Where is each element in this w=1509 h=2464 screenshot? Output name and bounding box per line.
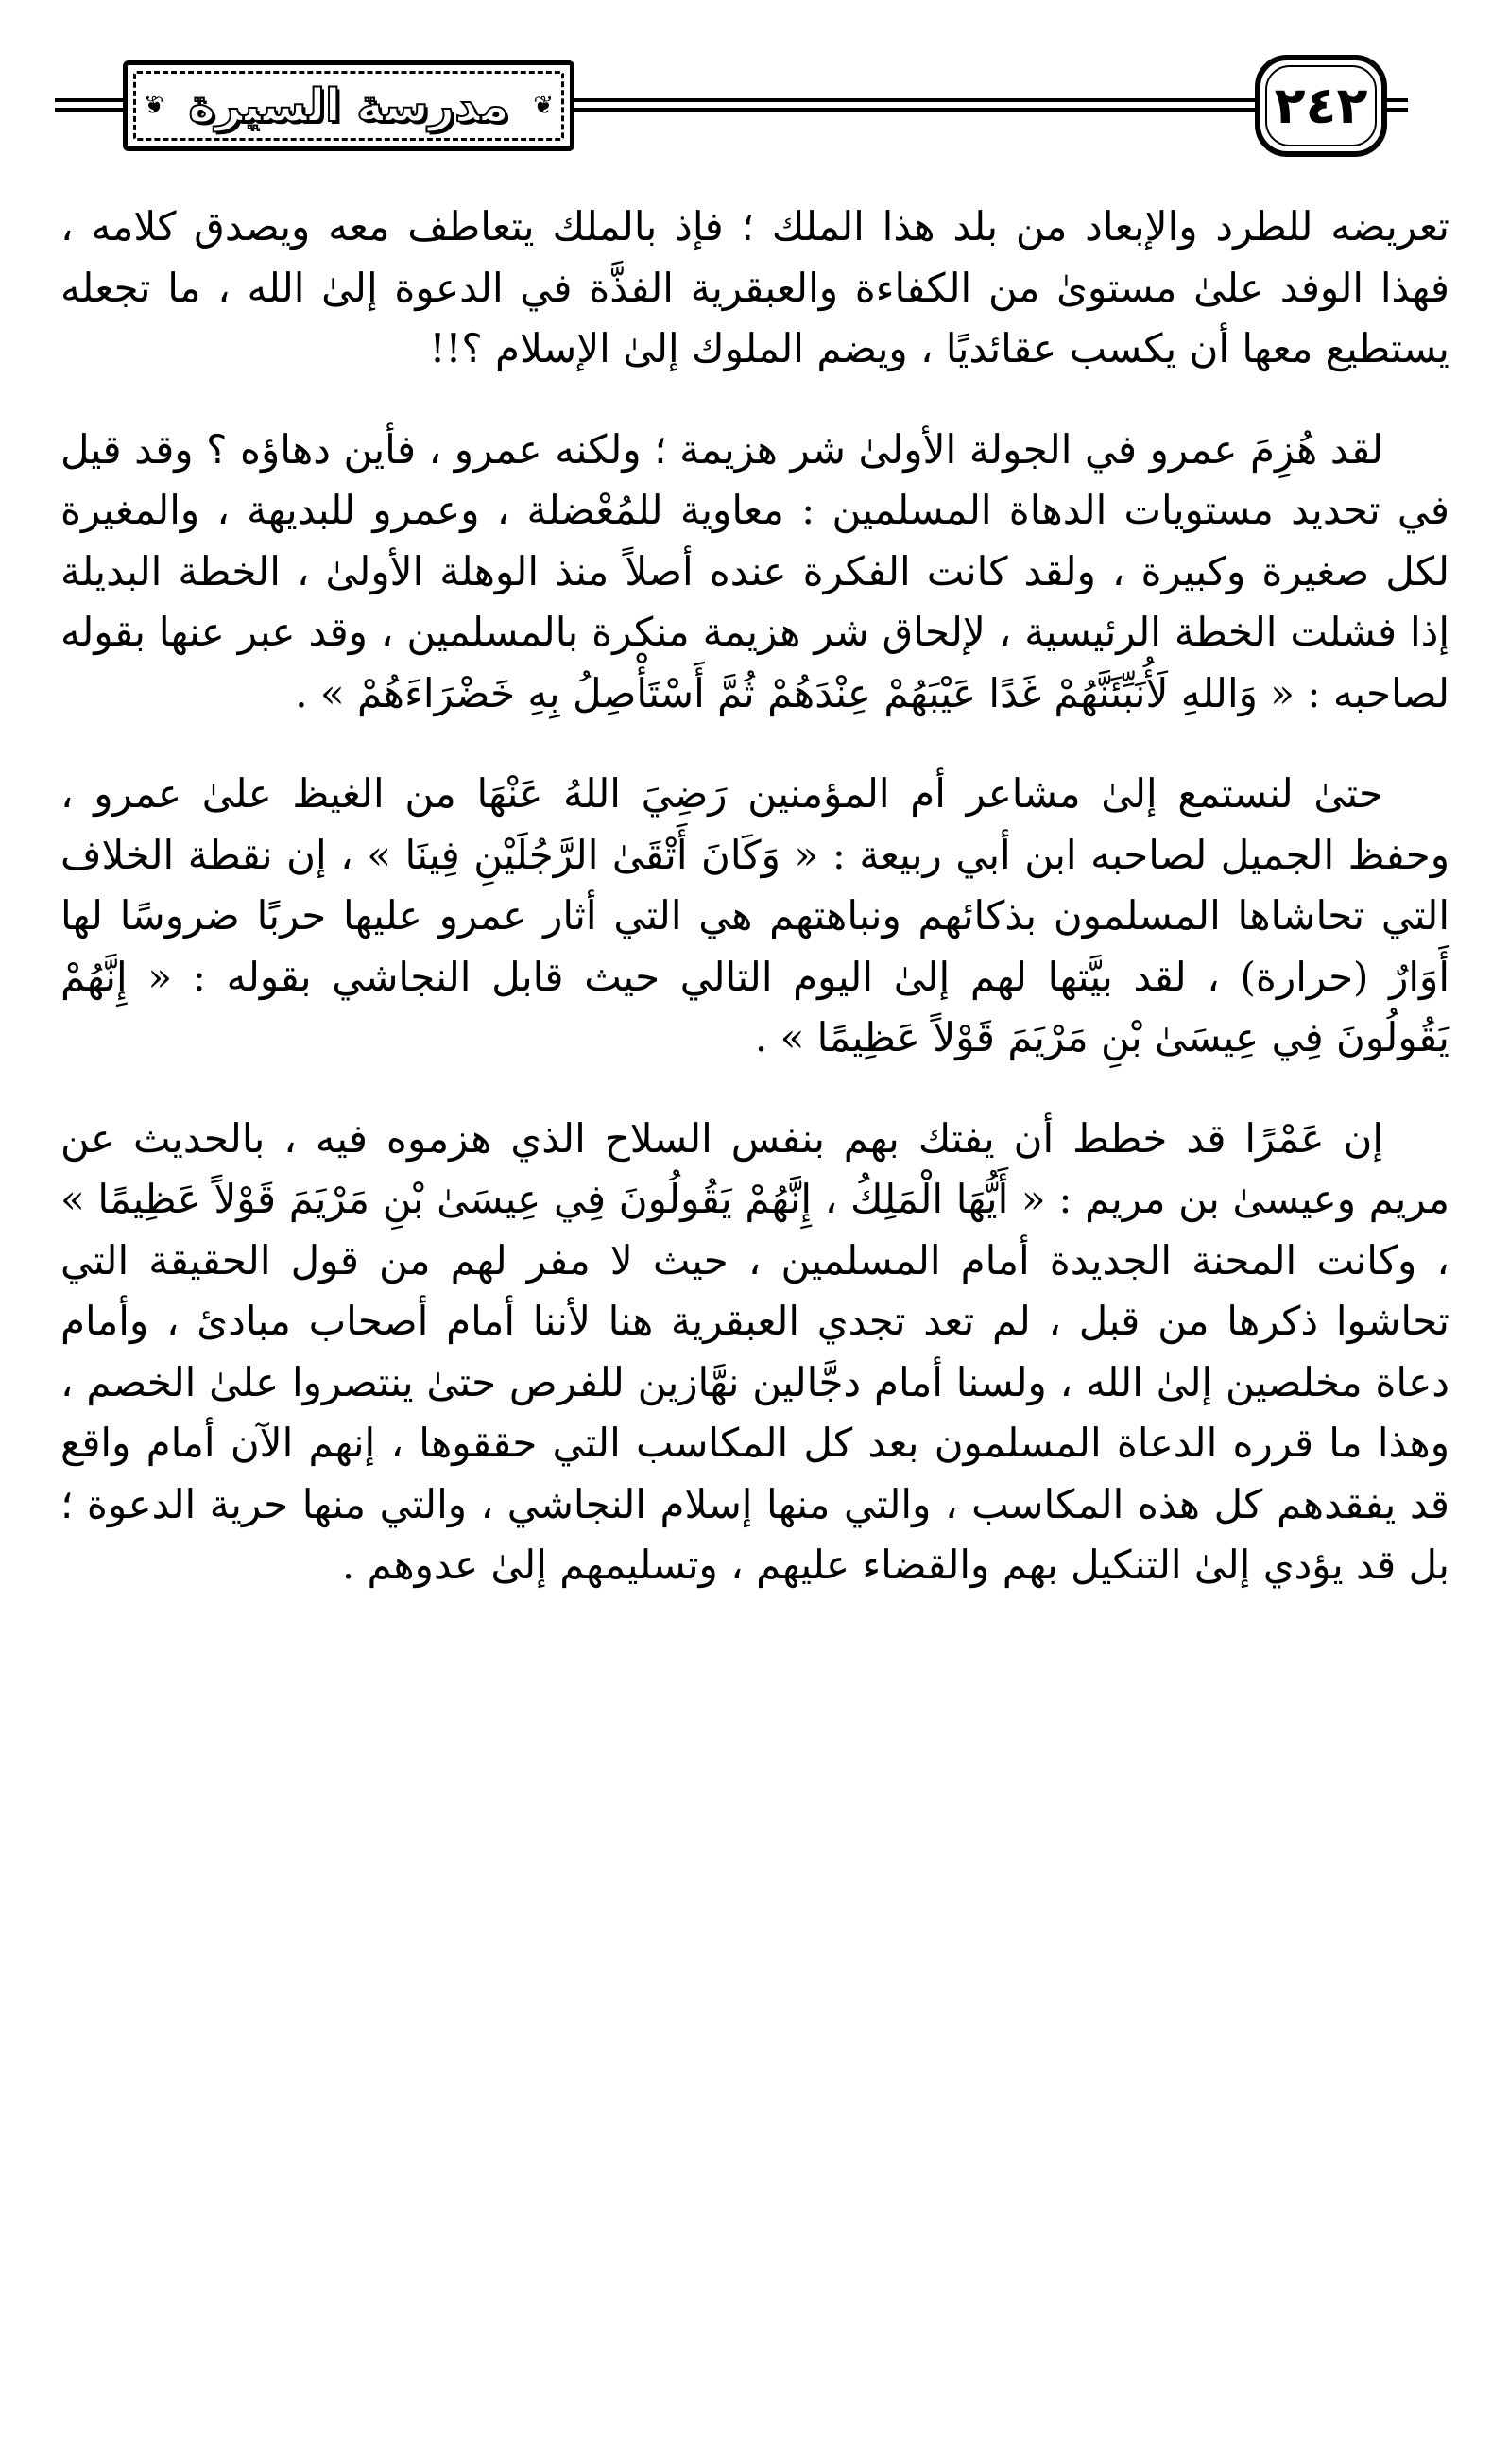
paragraph-3: حتىٰ لنستمع إلىٰ مشاعر أم المؤمنين رَضِيَ اللهُ عَنْهَا من الغيظ علىٰ عمرو ، وحفظ الجميل لصاحبه ابن أبي ربيعة : « وَكَانَ أَتْقَىٰ الرَّجُلَيْنِ فِينَا » ، إن نقطة الخلاف التي تحاشاها المسلمون بذكائهم ونباهتهم هي التي أثار عمرو عليها حربًا ضروسًا لها أَوَارٌ (حرارة) ، لقد بيَّتها لهم إلىٰ اليوم التالي حيث قابل النجاشي بقوله : « إِنَّهُمْ يَقُولُونَ فِي عِيسَىٰ بْنِ مَرْيَمَ قَوْلاً عَظِيمًا » . bbox=[60, 770, 1449, 1060]
paragraph-2: لقد هُزِمَ عمرو في الجولة الأولىٰ شر هزيمة ؛ ولكنه عمرو ، فأين دهاؤه ؟ وقد قيل في تحديد مستويات الدهاة المسلمين : معاوية للمُعْضلة ، وعمرو للبديهة ، والمغيرة لكل صغيرة وكبيرة ، ولقد كانت الفكرة عنده أصلاً منذ الوهلة الأولىٰ ، الخطة البديلة إذا فشلت الخطة الرئيسية ، لإلحاق شر هزيمة منكرة بالمسلمين ، وقد عبر عنها بقوله لصاحبه : « وَاللهِ لَأُنَبِّئَنَّهُمْ غَدًا عَيْبَهُمْ عِنْدَهُمْ ثُمَّ أَسْتَأْصِلُ بِهِ خَضْرَاءَهُمْ » . bbox=[60, 425, 1449, 716]
page-number: ٢٤٢ bbox=[1274, 76, 1368, 135]
page-header bbox=[55, 55, 1408, 161]
page-number-frame bbox=[1255, 55, 1387, 157]
page-body bbox=[60, 197, 1449, 1596]
running-title: ❦ مدرسة السيرة bbox=[188, 79, 509, 132]
paragraph-4: إن عَمْرًا قد خطط أن يفتك بهم بنفس السلاح الذي هزموه فيه ، بالحديث عن مريم وعيسىٰ بن مريم : « أَيُّهَا الْمَلِكُ ، إِنَّهُمْ يَقُولُونَ فِي عِيسَىٰ بْنِ مَرْيَمَ قَوْلاً عَظِيمًا » ، وكانت المحنة الجديدة أمام المسلمين ، حيث لا مفر لهم من قول الحقيقة التي تحاشوا ذكرها من قبل ، لم تعد تجدي العبقرية هنا لأننا أمام أصحاب مبادئ ، وأمام دعاة مخلصين إلىٰ الله ، ولسنا أمام دجَّالين نهَّازين للفرص حتىٰ ينتصروا علىٰ الخصم ، وهذا ما قرره الدعاة المسلمون بعد كل المكاسب التي حققوها ، إنهم الآن أمام واقع قد يفقدهم كل هذه المكاسب ، والتي منها إسلام النجاشي ، والتي منها حرية الدعوة ؛ بل قد يؤدي إلىٰ التنكيل بهم والقضاء عليهم ، وتسليمهم إلىٰ عدوهم . bbox=[60, 1114, 1449, 1588]
running-title-ornament bbox=[133, 71, 564, 141]
running-title-frame bbox=[123, 60, 574, 151]
paragraph-1: تعريضه للطرد والإبعاد من بلد هذا الملك ؛ فإذ بالملك يتعاطف معه ويصدق كلامه ، فهذا الوفد علىٰ مستوىٰ من الكفاءة والعبقرية الفذَّة في الدعوة إلىٰ الله ، ما تجعله يستطيع معها أن يكسب عقائديًا ، ويضم الملوك إلىٰ الإسلام ؟!! bbox=[60, 203, 1449, 371]
